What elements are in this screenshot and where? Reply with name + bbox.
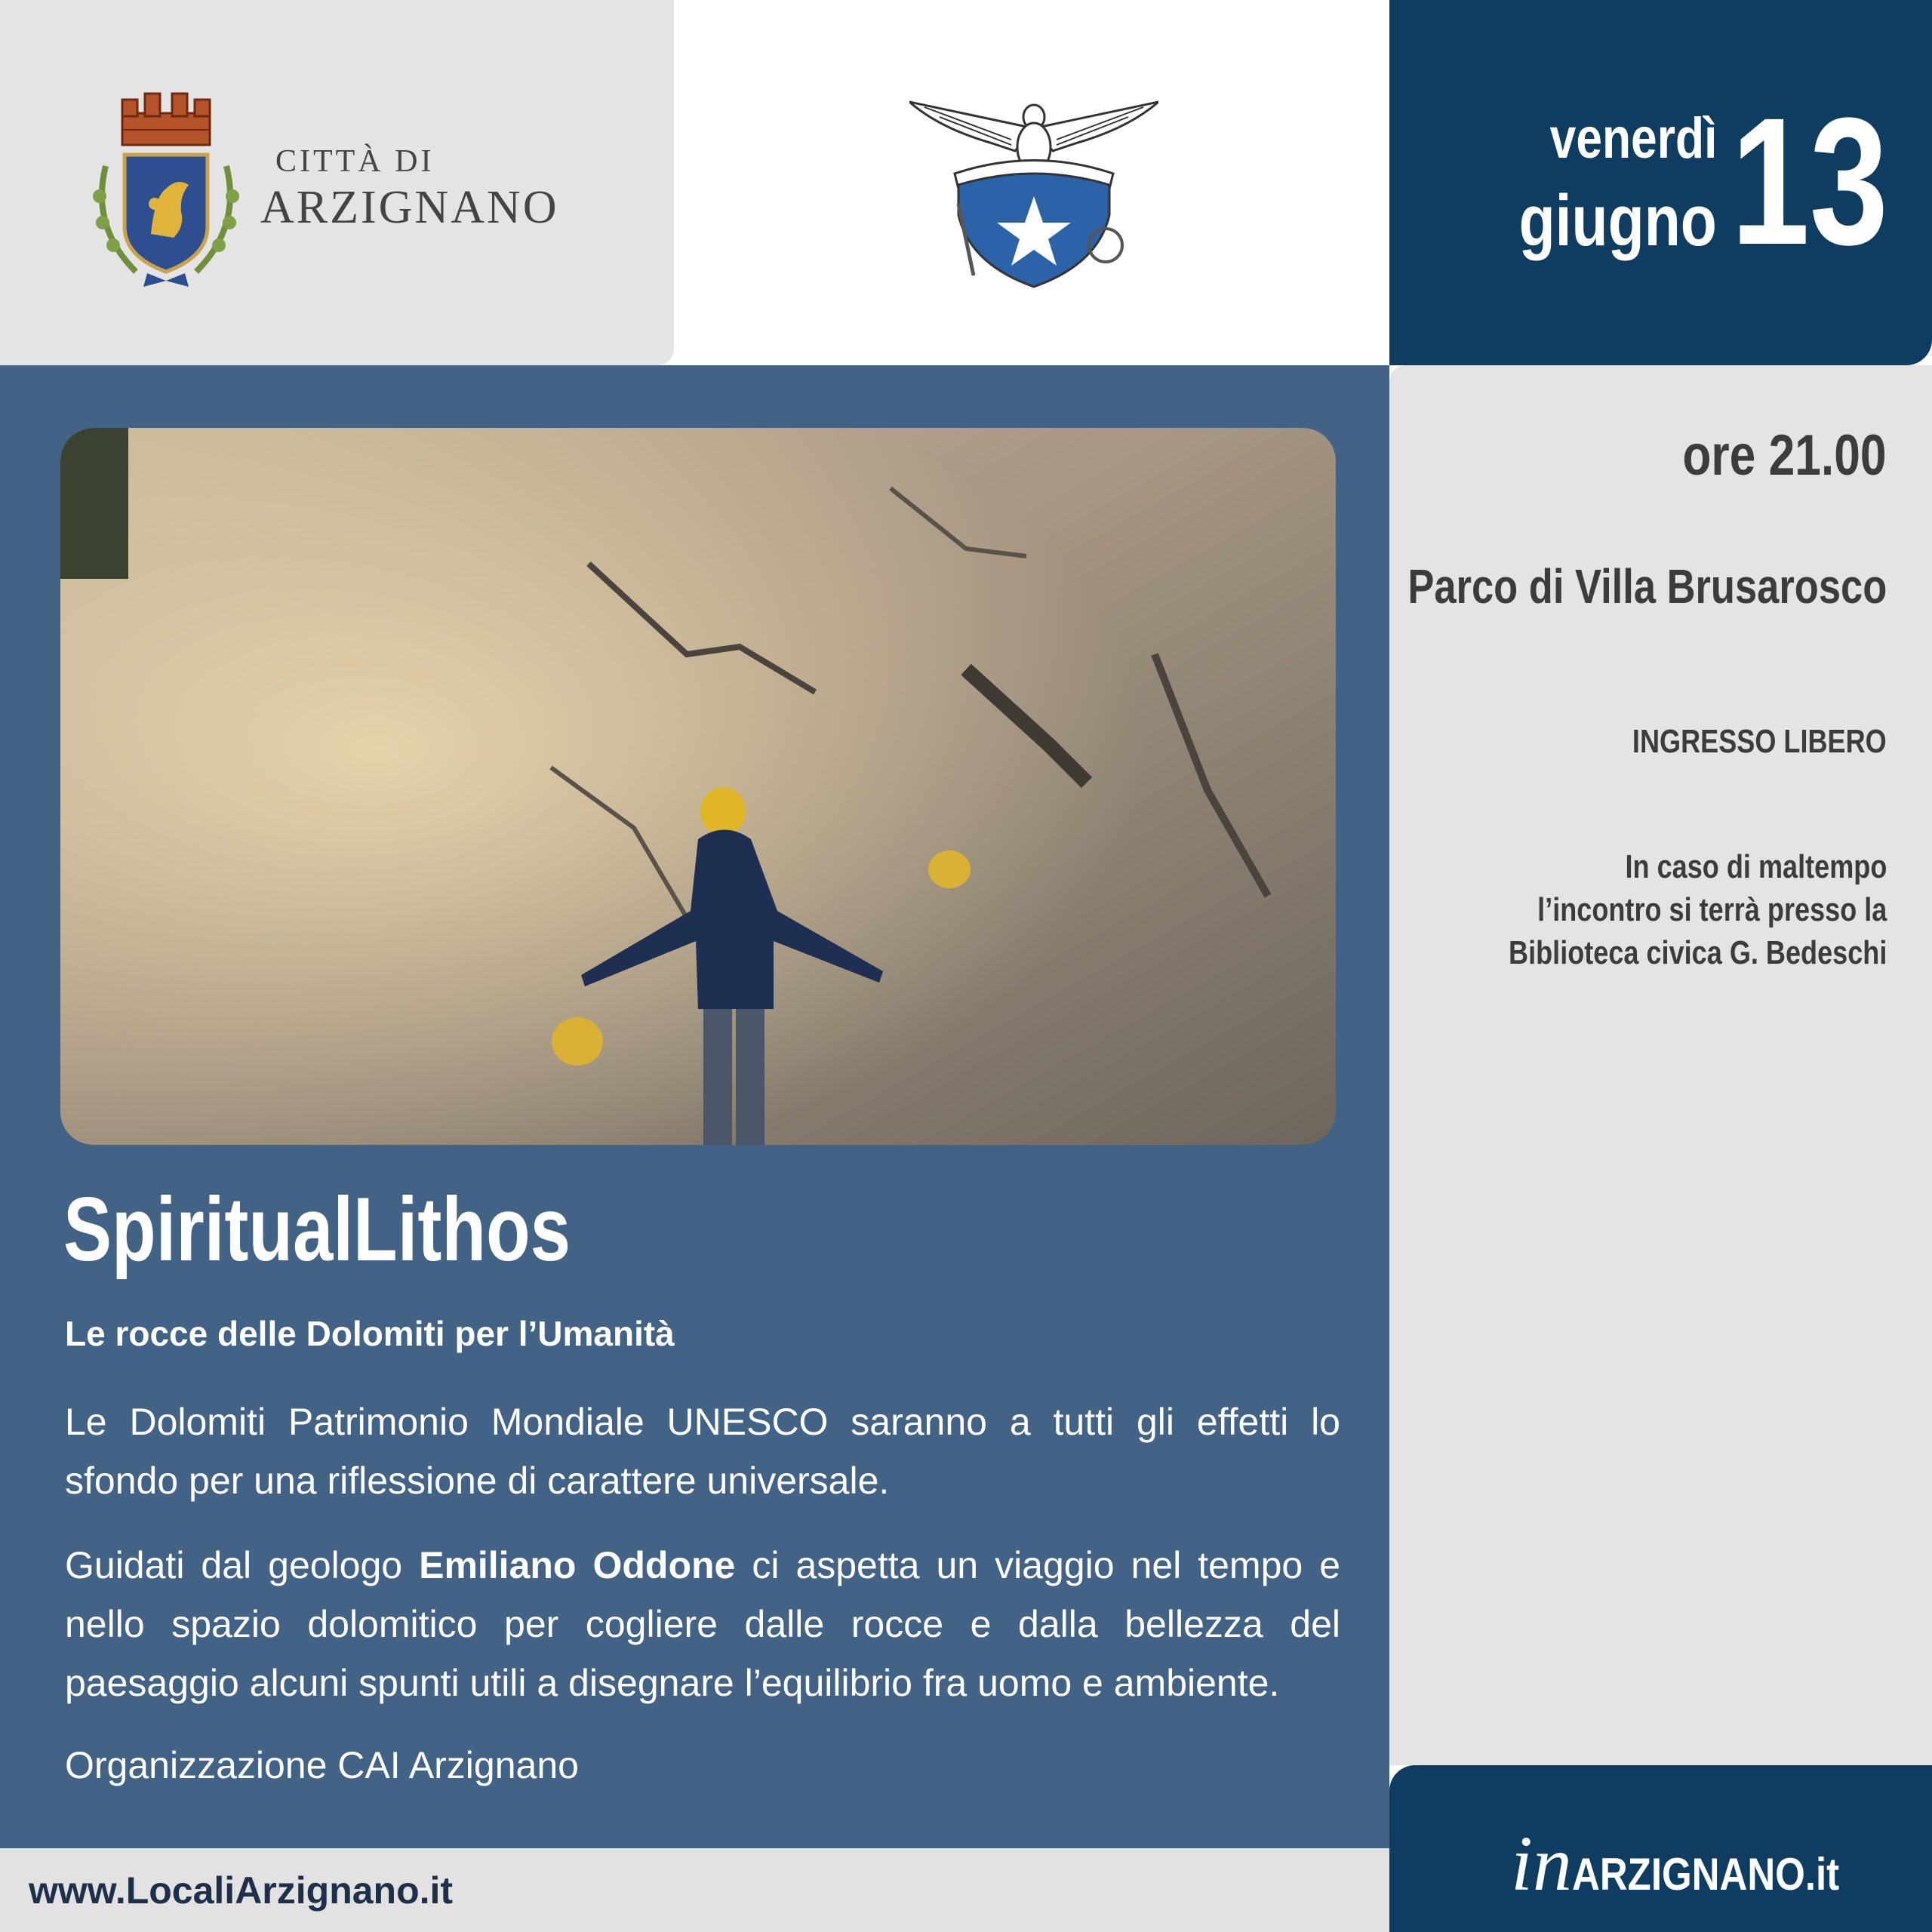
paragraph-2-intro: Guidati dal geologo <box>65 1544 420 1586</box>
brand-logo <box>1511 1819 1887 1909</box>
entry-info: INGRESSO LIBERO <box>1632 723 1887 760</box>
description-paragraph-2 <box>65 1536 1340 1712</box>
cai-eagle-logo-icon <box>909 83 1158 294</box>
weekday: venerdì <box>1549 106 1717 171</box>
event-subtitle: Le rocce delle Dolomiti per l’Umanità <box>65 1314 675 1353</box>
paragraph-2-body: ci aspetta un viaggio nel tempo e nello spazio dolomitico per cogliere dalle rocce e dalla bellezza del paesaggio alcuni spunti utili a disegnare l’equilibrio fra uomo e ambiente. <box>65 1544 1341 1704</box>
rain-note-line-3: Biblioteca civica G. Bedeschi <box>1508 934 1887 971</box>
rain-note-line-1: In caso di maltempo <box>1625 848 1887 885</box>
description-paragraph-1: Le Dolomiti Patrimonio Mondiale UNESCO saranno a tutti gli effetti lo sfondo per una riflessione di carattere universale. <box>65 1401 1340 1502</box>
day-number: 13 <box>1730 80 1888 282</box>
brand-name: ARZIGNANO.it <box>1571 1849 1840 1900</box>
brand-prefix: in <box>1511 1820 1572 1907</box>
event-time: ore 21.00 <box>1682 423 1887 488</box>
organizer: Organizzazione CAI Arzignano <box>65 1744 579 1786</box>
rain-note-line-2: l’incontro si terrà presso la <box>1537 891 1887 928</box>
event-title: SpiritualLithos <box>63 1179 571 1280</box>
event-location: Parco di Villa Brusarosco <box>1407 559 1887 614</box>
rock-climbing-photo-image <box>60 428 1336 1145</box>
speaker-name: Emiliano Oddone <box>419 1544 736 1586</box>
coat-of-arms-icon <box>83 83 249 294</box>
city-name: ARZIGNANO <box>260 182 559 233</box>
website-link[interactable]: www.LocaliArzignano.it <box>29 1869 454 1912</box>
rain-note <box>1509 845 1887 974</box>
month: giugno <box>1518 180 1717 261</box>
event-photo <box>60 428 1336 1145</box>
city-prefix: CITTÀ DI <box>275 144 435 179</box>
